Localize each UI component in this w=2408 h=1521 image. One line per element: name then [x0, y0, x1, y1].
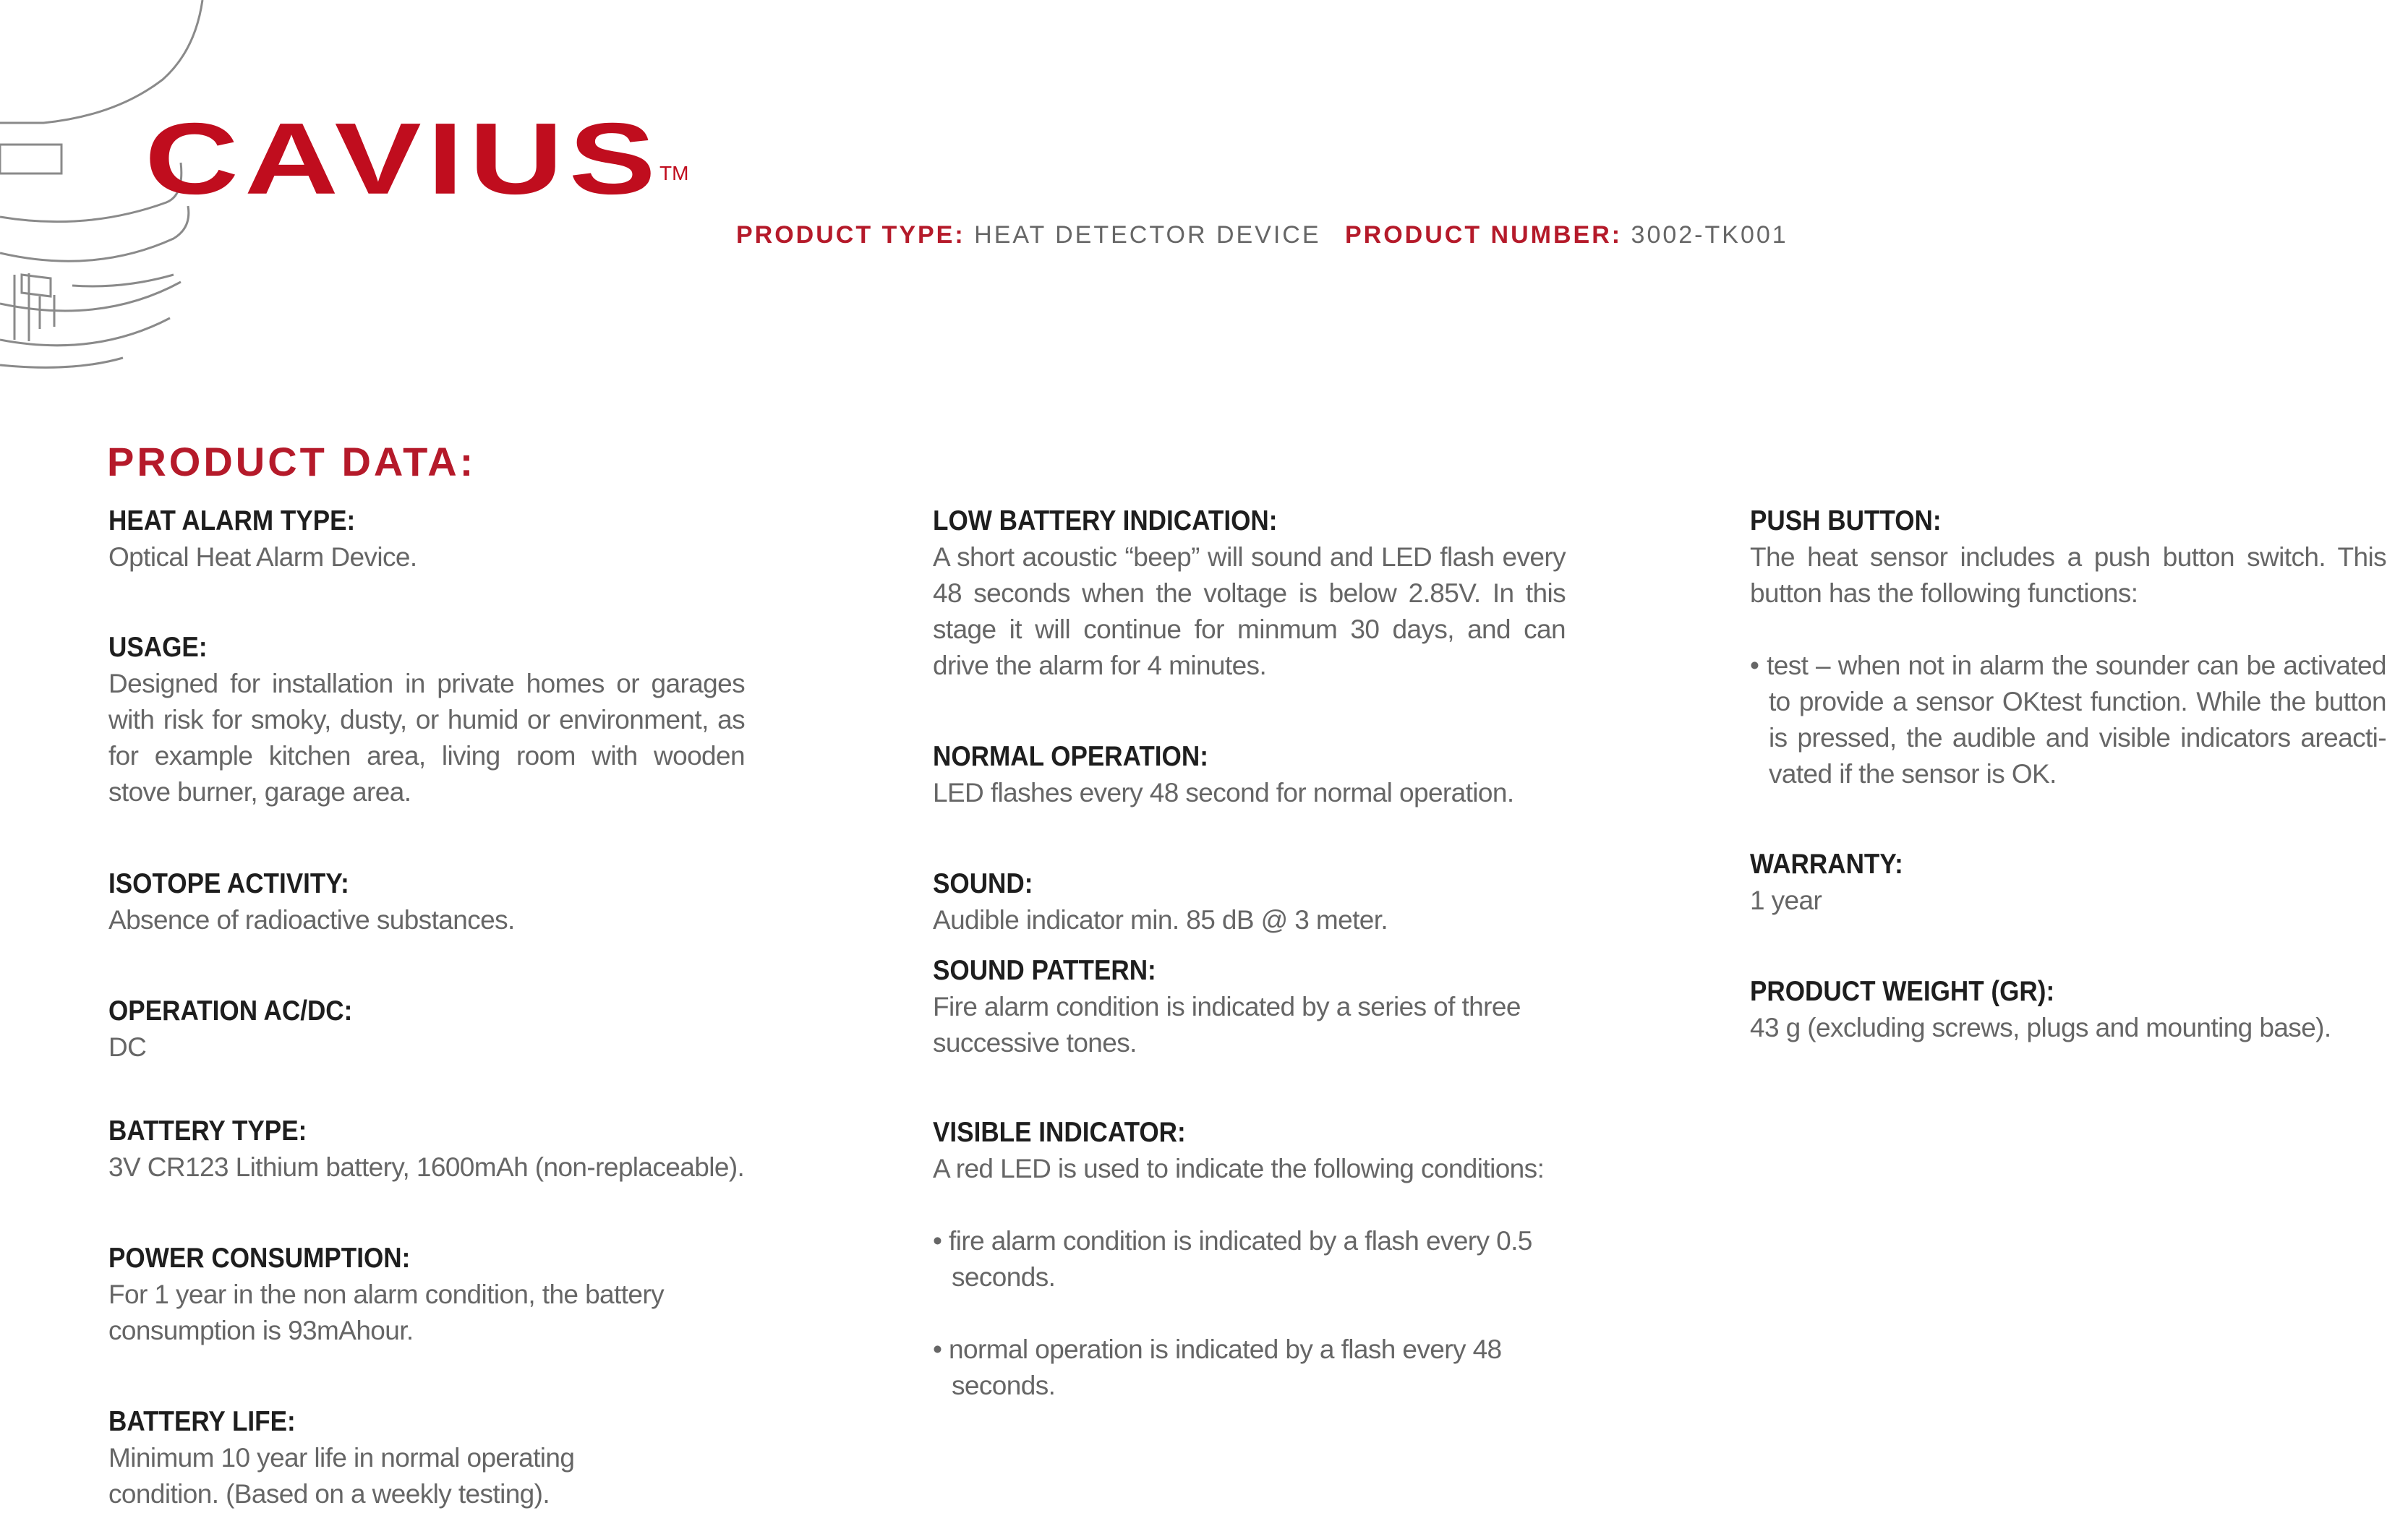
battery-life-text: Minimum 10 year life in normal operating condition. (Based on a weekly testing).	[108, 1443, 575, 1509]
usage	[108, 630, 745, 810]
operation-ac-dc-text: DC	[108, 1032, 147, 1062]
sound-label: SOUND:	[933, 868, 1033, 899]
visible-indicator-bullet-1: • fire alarm condition is indicated by a flash every 0.5 seconds.	[933, 1223, 1552, 1295]
column-2	[933, 503, 1566, 1404]
column-1	[108, 503, 745, 1512]
battery-type-label: BATTERY TYPE:	[108, 1115, 307, 1147]
operation-ac-dc-label: OPERATION AC/DC:	[108, 995, 353, 1027]
push-button-label: PUSH BUTTON:	[1750, 505, 1942, 536]
power-consumption-text: For 1 year in the non alarm condition, the battery consumption is 93mAhour.	[108, 1280, 664, 1345]
usage-label: USAGE:	[108, 632, 208, 663]
push-button-text: The heat sensor includes a push button switch. This button has the following functions:	[1750, 542, 2386, 608]
warranty-label: WARRANTY:	[1750, 849, 1903, 880]
normal-operation-label: NORMAL OPERATION:	[933, 741, 1208, 772]
battery-type-text: 3V CR123 Lithium battery, 1600mAh (non-replaceable).	[108, 1152, 745, 1182]
brand-logo: CAVIUS	[145, 102, 662, 216]
sound-pattern	[933, 953, 1566, 1061]
power-consumption-label: POWER CONSUMPTION:	[108, 1243, 411, 1274]
column-3	[1750, 503, 2386, 1046]
visible-indicator-label: VISIBLE INDICATOR:	[933, 1117, 1186, 1148]
isotope-activity-label: ISOTOPE ACTIVITY:	[108, 868, 349, 899]
product-number	[1345, 221, 1788, 249]
power-consumption	[108, 1241, 745, 1349]
product-type	[736, 221, 1321, 249]
warranty	[1750, 847, 2386, 919]
product-type-label: PRODUCT TYPE:	[736, 221, 965, 249]
visible-indicator-bullet-2: • normal operation is indicated by a flash every 48 seconds.	[933, 1332, 1552, 1404]
push-button-bullet: • test – when not in alarm the sounder can be activated to provide a sensor OKtest function. While the button is pressed, the audible and visible indicators areacti-vated if the sensor is OK.	[1750, 648, 2386, 792]
normal-operation-text: LED flashes every 48 second for normal operation.	[933, 778, 1514, 807]
section-title: PRODUCT DATA:	[107, 439, 477, 484]
operation-ac-dc	[108, 993, 745, 1066]
sound-pattern-label: SOUND PATTERN:	[933, 955, 1156, 986]
product-number-label: PRODUCT NUMBER:	[1345, 221, 1623, 249]
isotope-activity-text: Absence of radioactive substances.	[108, 905, 515, 935]
trademark-symbol: TM	[659, 162, 689, 184]
battery-life	[108, 1404, 745, 1512]
heat-alarm-type-label: HEAT ALARM TYPE:	[108, 505, 356, 536]
sound-text: Audible indicator min. 85 dB @ 3 meter.	[933, 905, 1388, 935]
visible-indicator	[933, 1115, 1566, 1404]
low-battery-indication-text: A short acoustic “beep” will sound and LED flash every 48 seconds when the voltage is below 2.85V. In this stage it will continue for minmum 30 days, and can drive the alarm for 4 minutes.	[933, 542, 1566, 680]
heat-alarm-type-text: Optical Heat Alarm Device.	[108, 542, 417, 572]
isotope-activity	[108, 866, 745, 938]
push-button	[1750, 503, 2386, 792]
heat-alarm-type	[108, 503, 745, 575]
product-weight-text: 43 g (excluding screws, plugs and mounting base).	[1750, 1013, 2331, 1042]
product-number-value: 3002-TK001	[1622, 221, 1788, 249]
usage-text: Designed for installation in private homes or garages with risk for smoky, dusty, or humid or environment, as for example kitchen area, living room with wooden stove burner, garage area.	[108, 669, 745, 807]
warranty-text: 1 year	[1750, 886, 1822, 915]
product-weight	[1750, 974, 2386, 1046]
battery-life-label: BATTERY LIFE:	[108, 1406, 296, 1437]
product-type-value: HEAT DETECTOR DEVICE	[965, 221, 1321, 249]
product-weight-label: PRODUCT WEIGHT (GR):	[1750, 976, 2055, 1007]
low-battery-indication-label: LOW BATTERY INDICATION:	[933, 505, 1278, 536]
battery-type	[108, 1113, 745, 1186]
normal-operation	[933, 739, 1566, 811]
low-battery-indication	[933, 503, 1566, 684]
visible-indicator-text: A red LED is used to indicate the following conditions:	[933, 1154, 1545, 1183]
sound	[933, 866, 1566, 938]
sound-pattern-text: Fire alarm condition is indicated by a series of three successive tones.	[933, 992, 1521, 1058]
